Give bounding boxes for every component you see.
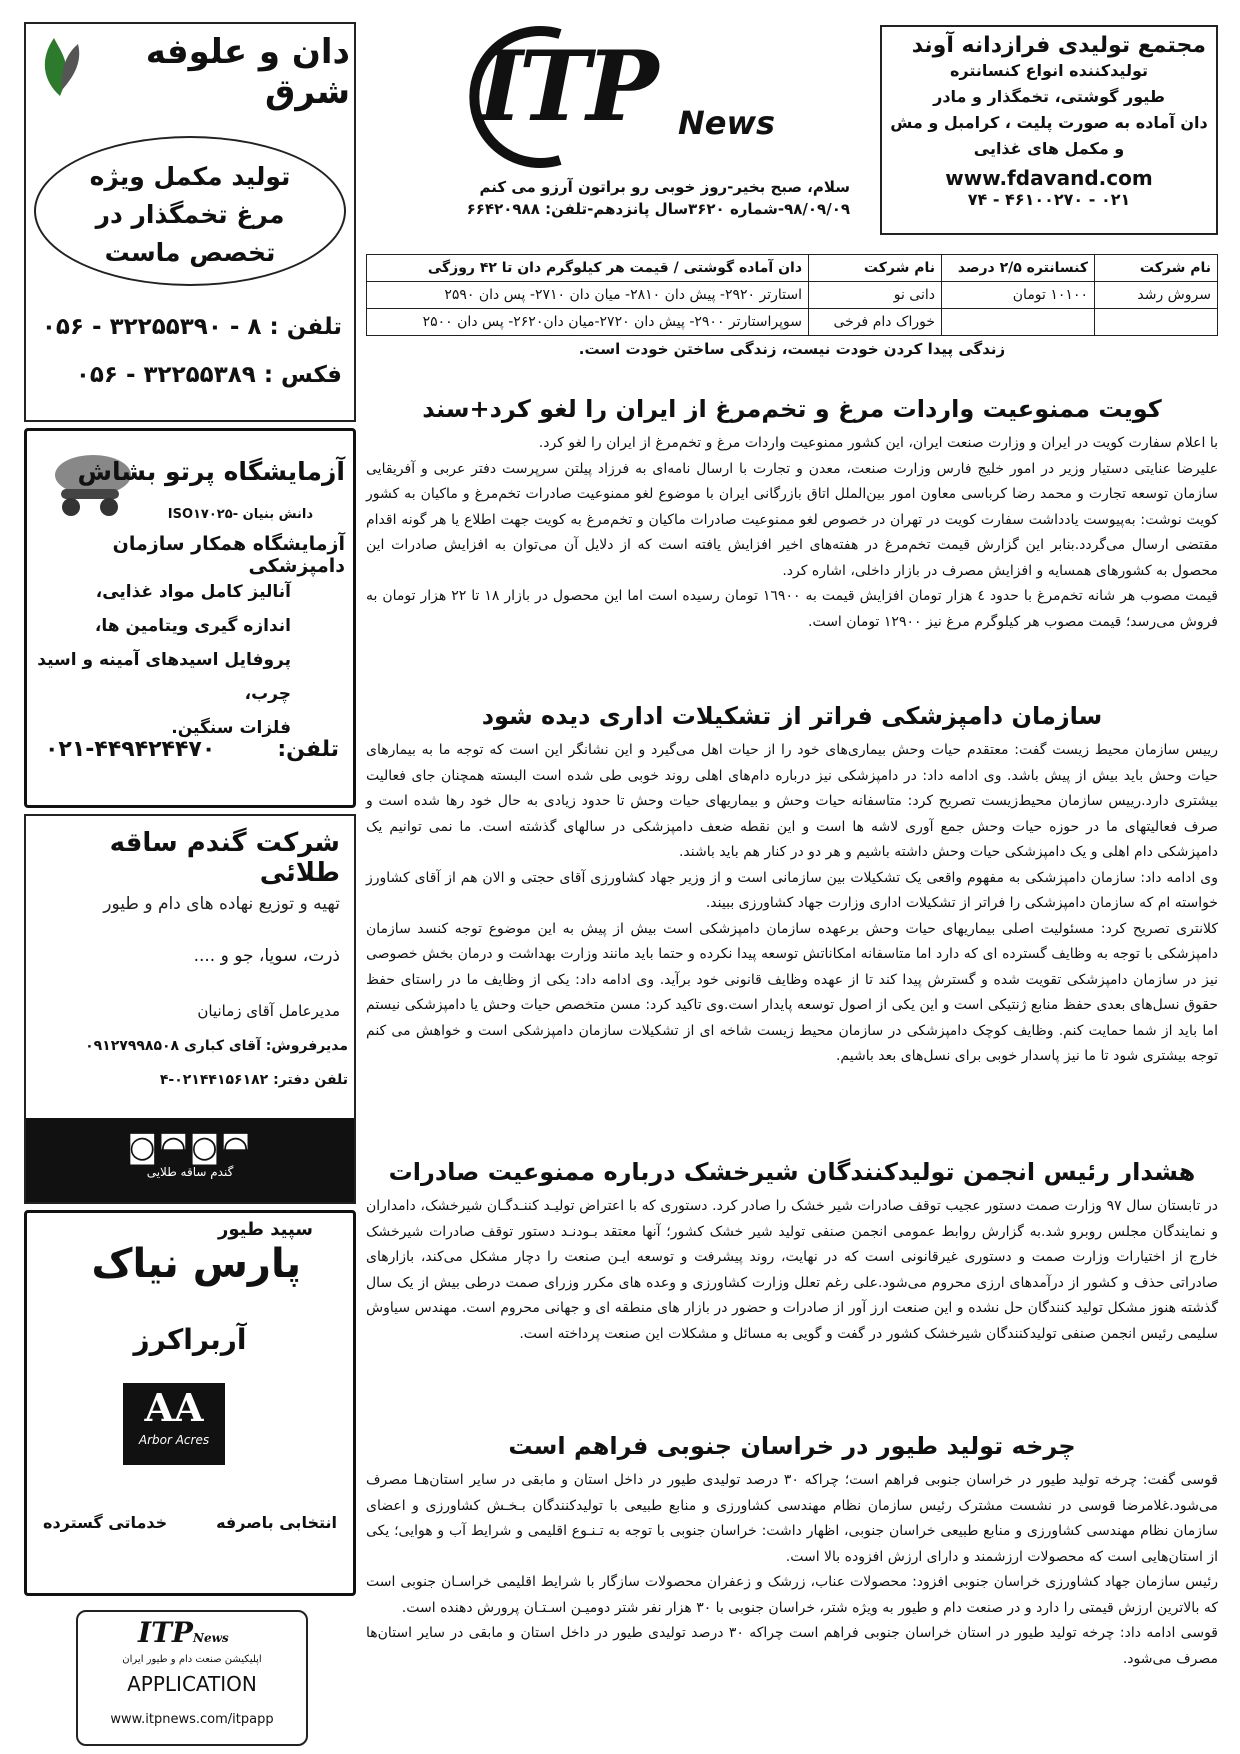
logo-main: ITP (478, 30, 655, 143)
top-ad-line-1: تولیدکننده انواع کنسانتره (949, 61, 1148, 80)
ad2-lab-name: آزمایشگاه پرتو بشاش (77, 457, 345, 486)
ad1-phone-label: تلفن : (269, 314, 342, 340)
article-body (366, 431, 1218, 635)
ad3-office: تلفن دفتر: ۰۲۱۴۴۱۵۶۱۸۲-۴ (159, 1072, 348, 1088)
price-col-header: کنسانتره ۲/۵ درصد (942, 255, 1095, 282)
ad3-sales: مدیرفروش: آقای کباری ۰۹۱۲۷۹۹۸۵۰۸ (85, 1038, 348, 1054)
greeting-block (370, 178, 850, 218)
article-paragraph: قیمت مصوب هر شانه تخم‌مرغ با حدود ٤ هزار تومان افزایش قیمت به ١٦٩٠٠ تومان رسیده است اما این محصول در بازار ١٨ تا ٢٢ هزار تومان به فروش می‌رسد؛ قیمت مصوب هر کیلوگرم مرغ نیز ١٢٩٠٠ تومان است. (366, 588, 1218, 630)
ad3-line1: تهیه و توزیع نهاده های دام و طیور (103, 894, 340, 914)
ad4-slogan-2: خدماتی گسترده (43, 1513, 168, 1532)
article-title: هشدار رئیس انجمن تولیدکنندگان شیرخشک درباره ممنوعیت صادرات (388, 1158, 1196, 1186)
ad5-logo-main: ITP (138, 1616, 193, 1649)
table-cell: ۱۰۱۰۰ تومان (942, 282, 1095, 309)
ad2-services (27, 575, 291, 745)
table-cell: دانی نو (809, 282, 942, 309)
ad2-knowledge: دانش بنیان -ISO۱۷۰۲۵ (167, 507, 313, 522)
table-cell (1095, 309, 1218, 336)
ad1-phone-row (42, 314, 342, 340)
top-ad-line-3: دان آماده به صورت پلیت ، کرامبل و مش (890, 113, 1208, 132)
ad2-item-2: اندازه گیری ویتامین ها، (94, 616, 291, 636)
top-ad-phone: ۰۲۱ - ۴۶۱۰۰۲۷۰ - ۷۴ (967, 190, 1131, 209)
ad5-app: APPLICATION (127, 1672, 257, 1696)
ad-itp-app (76, 1610, 308, 1746)
ad5-logo-sub: News (193, 1631, 229, 1645)
ad3-logo-text: گندم ساقه طلایی (146, 1165, 234, 1179)
logo-sub: News (678, 104, 776, 142)
ad3-line2: ذرت، سویا، جو و .... (193, 946, 340, 966)
article-paragraph: وی ادامه داد: سازمان دامپزشکی به مفهوم واقعی یک تشکیلات بین سازمانی است و از وزیر جهاد کشاورزی آقای حجتی و الان هم از آقای کشاورز خواسته ام که سازمان دامپزشکی را فراتر از تشکیلات اداری وزارت جهاد کشاورزی ببیند. (366, 869, 1218, 911)
article-veterinary (366, 702, 1218, 1070)
ad5-url[interactable]: www.itpnews.com/itpapp (110, 1712, 274, 1727)
ad1-oval-text: تولید مکمل ویژه مرغ تخمگذار در تخصص ماست (89, 162, 291, 267)
article-paragraph: علیرضا عنایتی دستیار وزیر در امور خلیج فارس وزارت صنعت، معدن و تجارت با ارسال نامه‌ای به فرزاد پیلتن سرپرست دفتر عربی و آفریقایی سازمان توسعه تجارت و محمد رضا کرباسی معاون امور بین‌الملل اتاق بازرگانی ایران با موضوع لغو ممنوعیت صادرات تخم‌مرغ و ماکیان به کشور کویت نوشت: به‌پیوست یادداشت سفارت کویت در تهران در خصوص لغو ممنوعیت صادرات ماکیان و تخم‌مرغ به کویت جهت اطلاع یا هر گونه اقدام مقتضی ارسال می‌گردد.بنابر این گزارش قیمت تخم‌مرغ در هفته‌های اخیر افزایش یافته است که از دلایل آن می‌توان به افزایش صادرات این محصول به کشورهای همسایه و افزایش مصرف در بازار داخلی، اشاره کرد. (366, 460, 1218, 579)
table-row (367, 309, 1218, 336)
ad2-item-4: فلزات سنگین. (171, 718, 291, 738)
article-paragraph: قوسی ادامه داد: چرخه تولید طیور در استان خراسان جنوبی فراهم است چراکه ۳۰ درصد تولیدی طیور در داخل استان و مابقی در سایر استان‌ها مصرف می‌شود. (366, 1625, 1219, 1667)
motto: زندگی پیدا کردن خودت نیست، زندگی ساختن خودت است. (578, 340, 1006, 358)
ad-gandom-saghe-talaei (24, 814, 356, 1204)
arbor-acres-logo (123, 1383, 225, 1465)
ad2-partner: آزمایشگاه همکار سازمان دامپزشکی (112, 533, 345, 577)
top-ad-website[interactable]: www.fdavand.com (945, 166, 1153, 190)
itp-news-logo (450, 22, 820, 172)
ad4-brand-small: سپید طیور (217, 1219, 313, 1240)
ad2-item-1: آنالیز کامل مواد غذایی، (95, 582, 291, 602)
article-paragraph: با اعلام سفارت کویت در ایران و وزارت صنعت ایران، این کشور ممنوعیت واردات مرغ و تخم‌مرغ از ایران را لغو کرد. (538, 435, 1218, 451)
table-cell (942, 309, 1095, 336)
ad1-fax-row (76, 362, 342, 388)
table-cell: استارتر ۲۹۲۰- پیش دان ۲۸۱۰- میان دان ۲۷۱۰- پس دان ۲۵۹۰ (367, 282, 809, 309)
ad2-phone: ۰۲۱-۴۴۹۴۲۴۴۷۰ (45, 737, 216, 762)
ad1-phone: ۸ - ۳۲۲۵۵۳۹۰ - ۰۵۶ (41, 314, 262, 340)
table-cell: خوراک دام فرخی (809, 309, 942, 336)
article-kuwait (366, 395, 1218, 635)
ad3-title: شرکت گندم ساقه طلائی (109, 828, 340, 888)
article-paragraph: رئیس سازمان جهاد کشاورزی خراسان جنوبی افزود: محصولات عناب، زرشک و زعفران محصولات سازگار با شرایط اقلیمی خراسـان جنوبی است که بالاترین ارزش قیمتی را دارد و در صنعت دام و طیور به ویژه شتر، خراسان جنوبی با ۳۰ هزار نفر شتر دومیـن اسـتـان پرورش دهنده است. (366, 1574, 1218, 1616)
ad3-logo-mark-icon: ◙◚◙◚ (127, 1130, 253, 1165)
top-ad-lines (882, 58, 1216, 162)
ad-farazdaneh-avand (880, 25, 1218, 235)
ad5-caption: اپلیکیشن صنعت دام و طیور ایران (122, 1654, 262, 1665)
greeting-text: سلام، صبح بخیر-روز خوبی رو براتون آرزو می کنم (479, 178, 850, 196)
article-paragraph: قوسی گفت: چرخه تولید طیور در خراسان جنوبی فراهم است؛ چراکه ۳۰ درصد تولیدی طیور در داخل استان و مابقی در سایر استان‌هـا مصرف می‌شود.غلامرضا قوسی در نشست مشترک رئیس سازمان نظام مهندسی کشاورزی و منابع طبیعی با تولیدکنندگان بـخـش کشاورزی و اعضای سازمان نظام مهندسی کشاورزی و منابع طبیعی خراسان جنوبی، اظهار داشت: خراسان جنوبی با توجه به تـنـوع اقلیمی و شرایط آب و هوایی؛ یکی از استان‌هایی است که محصولات ارزشمند و دارای ارزش افزوده بالا است. (366, 1472, 1218, 1565)
issue-line: ۹۸/۰۹/۰۹-شماره ۳۶۲۰سال پانزدهم-تلفن: ۶۶۴۲۰۹۸۸ (466, 200, 850, 218)
price-col-header: نام شرکت (1095, 255, 1218, 282)
ad1-fax-label: فکس : (263, 362, 342, 388)
ad-parto-bashash-lab (24, 428, 356, 808)
article-paragraph: در تابستان سال ٩٧ وزارت صمت دستور عجیب توقف صادرات شیر خشک را صادر کرد. دستوری که با اعتراض تولیـد کننـدگـان شیرخشک، دامداران و نمایندگان مجلس روبرو شد.به گزارش روابط عمومی انجمن صنفی تولید شیر خشک کشور؛ آنها معتقد بـودنـد دستور توقف صادرات شیرخشک خارج از اختیارات وزارت صمت و دستوری غیرقانونی است که در نهایت، روند پیشرفت و توسعه ایـن صنعت را دچار مشکل می‌کند، بازارهای صادراتی حذف و کشور از درآمدهای ارزی محروم می‌شود.علی رغم تعلل وزارت کشاورزی و وعده های مکرر وزرای صمت درطی بیش از یک سال گذشته هنوز مشکل تولید کنندگان حل نشده و این صنعت ارز آور از صادرات و حضور در بازار های منطقه ای و جهانی محروم است. مهندس سیاوش سلیمی رئیس انجمن صنفی تولیدکنندگان شیرخشک کشور در گفت و گویی به مسائل و مشکلات این صنعت پرداخته است. (366, 1198, 1218, 1342)
top-ad-line-4: و مکمل های غذایی (973, 139, 1125, 158)
price-col-header: دان آماده گوشتی / قیمت هر کیلوگرم دان تا ۴۲ روزگی (367, 255, 809, 282)
ad2-item-3: پروفایل اسیدهای آمینه و اسید چرب، (37, 650, 291, 704)
article-title: سازمان دامپزشکی فراتر از تشکیلات اداری دیده شود (481, 702, 1103, 730)
article-milk-powder (366, 1158, 1218, 1347)
article-body (366, 738, 1218, 1070)
price-table-header-row (367, 255, 1218, 282)
ad4-brand-big: پارس نیاک (91, 1241, 301, 1287)
ad-pars-niak (24, 1210, 356, 1596)
table-cell: سوپراستارتر ۲۹۰۰- پیش دان ۲۷۲۰-میان دان۲۶۲۰- پس دان ۲۵۰۰ (367, 309, 809, 336)
top-ad-company: مجتمع تولیدی فرازدانه آوند (911, 33, 1206, 58)
table-row (367, 282, 1218, 309)
ad1-oval (34, 136, 346, 286)
article-body (366, 1468, 1218, 1672)
leaf-logo-icon (32, 30, 88, 100)
ad4-product: آربراکرز (133, 1323, 247, 1356)
ad1-fax: ۳۲۲۵۵۳۸۹ - ۰۵۶ (75, 362, 256, 388)
ad4-logo-letters: AA (144, 1385, 204, 1430)
ad-dan-olofeh-shargh (24, 22, 356, 422)
ad2-phone-label: تلفن: (277, 737, 339, 762)
table-cell: سروش رشد (1095, 282, 1218, 309)
price-table (366, 254, 1218, 336)
article-title: چرخه تولید طیور در خراسان جنوبی فراهم است (508, 1432, 1076, 1460)
ad1-title: دان و علوفه شرق (145, 32, 350, 112)
ad5-logo (138, 1616, 229, 1649)
ad4-logo-caption: Arbor Acres (138, 1433, 210, 1447)
ad3-ceo: مدیرعامل آقای زمانیان (197, 1002, 340, 1020)
ad4-slogan-1: انتخابی باصرفه (216, 1513, 337, 1532)
article-paragraph: رییس سازمان محیط زیست گفت: معتقدم حیات وحش بیماری‌های خود را از حیات اهل می‌گیرد و این نشانگر این است که توجه ما به بیمارهای حیات وحش باید بیش از پیش باشد. وی ادامه داد: در دامپزشکی نیز درباره دام‌های اهلی روند خوبی طی شده است البسته همچنان جای فعالیت بیشتری دارد.رییس سازمان محیط‌زیست تصریح کرد: متاسفانه حیات وحش و بیماریهای حیات وحش تا حدود زیادی به حال خود رها شده است و صرف فعالیتهای ما در حوزه حیات وحش جمع آوری لاشه ها است و این نقطه ضعف دامپزشکی در سالهای گذشته است. ما نمی توانیم یک دامپزشکی دام اهلی و یک دامپزشکی حیات وحش داشته باشیم و هر دو در کنار هم باید باشند. (366, 742, 1218, 860)
top-ad-line-2: طیور گوشتی، تخمگذار و مادر (933, 87, 1165, 106)
article-paragraph: کلانتری تصریح کرد: مسئولیت اصلی بیماریهای حیات وحش برعهده سازمان دامپزشکی است بیش از پیش به این موضوع توجه کنسد سازمان دامپزشکی با توجه به وظایف گسترده ای که دارد اما متاسفانه امکاناتش توسعه پیدا نکرده و حتما باید مانند وزارت بهداشت و درمان بخش خصوصی نیز در سازمان دامپزشکی تقویت شده و گسترش پیدا کند تا از عهده وظایف قانونی خود برآید. وی ادامه داد: یکی از وظایف ما در راستای حفظ حقوق نسل‌های بعدی حفظ منابع ژنتیکی است و این یکی از اصول توسعه پایدار است.وی تاکید کرد: مسن متخصص حیات وحش یا دامپزشکی نیستم اما باید از شما حمایت کنم. وظایف کوچک دامپزشکی در سازمان محیط زیست شاخه ای از تشکیلات سازمان دامپزشکی است و خواهش می کنم توجه بیشتری شود تا ما نیز پاسدار خوبی برای نسل‌های بعد باشیم. (366, 920, 1218, 1064)
article-khorasan-poultry (366, 1432, 1218, 1672)
article-body (366, 1194, 1218, 1347)
article-title: کویت ممنوعیت واردات مرغ و تخم‌مرغ از ایران را لغو کرد+سند (422, 395, 1162, 423)
ad3-logo-band (26, 1118, 354, 1202)
price-col-header: نام شرکت (809, 255, 942, 282)
